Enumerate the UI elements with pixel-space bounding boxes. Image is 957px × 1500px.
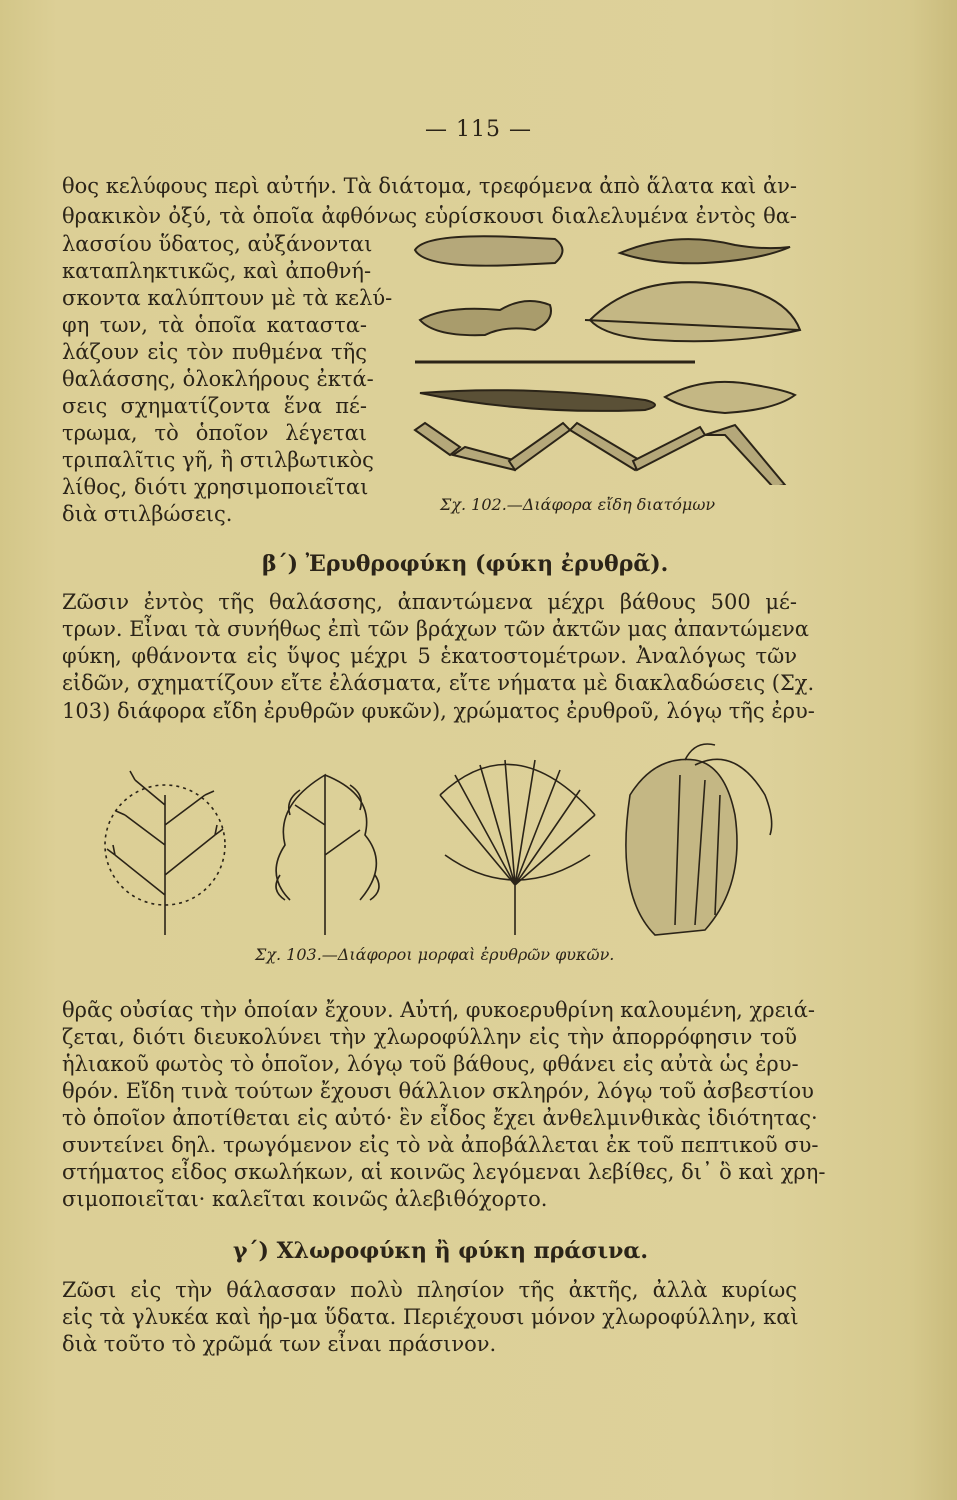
text-line: τρωμα, τὸ ὁποῖον λέγεται [62,421,367,445]
text-line: θρᾶς οὐσίας τὴν ὁποίαν ἔχουν. Αὐτή, φυκοερυθρίνη καλουμένη, χρειά- [62,998,815,1022]
text-line: θαλάσσης, ὁλοκλήρους ἐκτά- [62,367,374,391]
text-line: θος κελύφους περὶ αὐτήν. Τὰ διάτομα, τρεφόμενα ἀπὸ ἅλατα καὶ ἀν- [62,174,797,198]
text-line: Ζῶσι εἰς τὴν θάλασσαν πολὺ πλησίον τῆς ἀκτῆς, ἀλλὰ κυρίως [62,1278,797,1302]
text-line: θρακικὸν ὀξύ, τὰ ὁποῖα ἀφθόνως εὑρίσκουσι διαλελυμένα ἐντὸς θα- [62,204,797,228]
text-line: φύκη, φθάνοντα εἰς ὕψος μέχρι 5 ἑκατοστομέτρων. Ἀναλόγως τῶν [62,644,797,668]
text-line: σκοντα καλύπτουν μὲ τὰ κελύ- [62,286,393,310]
text-line: φη των, τὰ ὁποῖα καταστα- [62,313,367,337]
text-line: Ζῶσιν ἐντὸς τῆς θαλάσσης, ἀπαντώμενα μέχρι βάθους 500 μέ- [62,590,797,614]
text-line: λίθος, διότι χρησιμοποιεῖται [62,475,369,499]
text-line: διὰ στιλβώσεις. [62,502,233,526]
text-line: τρων. Εἶναι τὰ συνήθως ἐπὶ τῶν βράχων τῶν ἀκτῶν μας ἀπαντώμενα [62,617,809,641]
text-line: θρόν. Εἴδη τινὰ τούτων ἔχουσι θάλλιον σκληρόν, λόγῳ τοῦ ἀσβεστίου [62,1079,814,1103]
text-line: τριπαλῖτις γῆ, ἢ στιλβωτικὸς [62,448,374,472]
text-line: εἰδῶν, σχηματίζουν εἴτε ἐλάσματα, εἴτε νήματα μὲ διακλαδώσεις (Σχ. [62,671,815,695]
section-heading: γ΄) Χλωροφύκη ἢ φύκη πράσινα. [233,1238,649,1264]
text-line: λασσίου ὕδατος, αὐξάνονται [62,232,373,256]
section-heading: β΄) Ἐρυθροφύκη (φύκη ἐρυθρᾶ). [262,551,669,577]
text-line: ζεται, διότι διευκολύνει τὴν χλωροφύλλην εἰς τὴν ἀπορρόφησιν τοῦ [62,1025,797,1049]
figure-caption: Σχ. 102.—Διάφορα εἴδη διατόμων [440,495,716,514]
text-line: εἰς τὰ γλυκέα καὶ ἠρ-μα ὕδατα. Περιέχουσι μόνον χλωροφύλλην, καὶ [62,1305,799,1329]
text-line: συντείνει δηλ. τρωγόμενον εἰς τὸ νὰ ἀποβάλλεται ἐκ τοῦ πεπτικοῦ συ- [62,1133,819,1157]
text-line: σιμοποιεῖται· καλεῖται κοινῶς ἀλεβιθόχορτο. [62,1187,548,1211]
diatom-figure [405,225,810,485]
text-line: λάζουν εἰς τὸν πυθμένα τῆς [62,340,367,364]
text-line: καταπληκτικῶς, καὶ ἀποθνή- [62,259,372,283]
text-line: ἡλιακοῦ φωτὸς τὸ ὁποῖον, λόγῳ τοῦ βάθους, φθάνει εἰς αὐτὰ ὡς ἐρυ- [62,1052,799,1076]
red-algae-figure [95,735,795,940]
figure-caption: Σχ. 103.—Διάφοροι μορφαὶ ἐρυθρῶν φυκῶν. [255,945,615,964]
page-number: — 115 — [425,117,532,142]
text-line: στήματος εἶδος σκωλήκων, αἱ κοινῶς λεγόμεναι λεβίθες, δι᾽ ὃ καὶ χρη- [62,1160,826,1184]
text-line: τὸ ὁποῖον ἀποτίθεται εἰς αὐτό· ἓν εἶδος ἔχει ἀνθελμινθικὰς ἰδιότητας· [62,1106,818,1130]
text-line: 103) διάφορα εἴδη ἐρυθρῶν φυκῶν), χρώματος ἐρυθροῦ, λόγῳ τῆς ἐρυ- [62,699,815,723]
text-line: διὰ τοῦτο τὸ χρῶμά των εἶναι πράσινον. [62,1332,497,1356]
text-line: σεις σχηματίζοντα ἕνα πέ- [62,394,367,418]
